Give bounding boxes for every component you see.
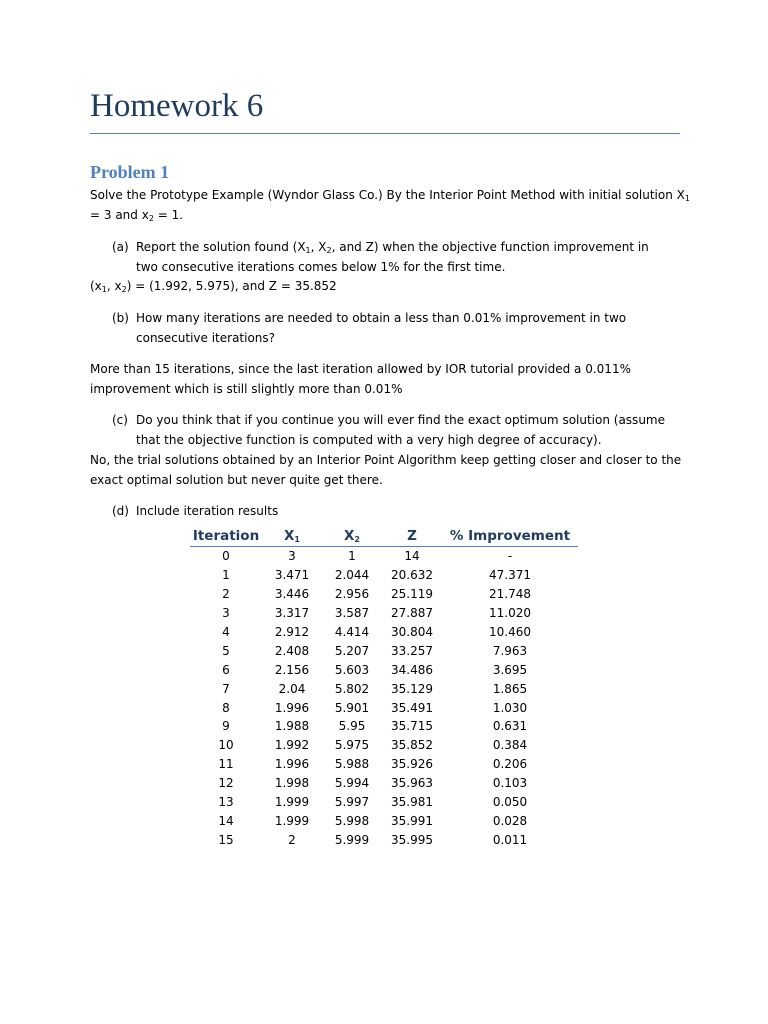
table-row <box>190 679 578 698</box>
cell-x2: 5.603 <box>334 662 370 677</box>
table-row <box>190 604 578 623</box>
table-row <box>190 698 578 717</box>
cell-x1: 3.317 <box>274 606 310 621</box>
header-improvement: % Improvement <box>442 525 578 547</box>
cell-x1: 2 <box>288 832 296 847</box>
cell-x2: 1 <box>348 549 356 564</box>
page-title: Homework 6 <box>90 88 264 124</box>
answer-a: ($x_1$, $x_2) = (1.992$, 5.975), and Z = 35.852 <box>90 279 337 294</box>
cell-z: 35.991 <box>391 813 433 828</box>
cell-iteration: 12 <box>218 776 234 791</box>
question-c-label: (c) <box>112 413 128 427</box>
question-d-label: (d) <box>112 504 129 518</box>
cell-z: 35.926 <box>391 757 433 772</box>
cell-z: 27.887 <box>391 606 433 621</box>
cell-improvement: 7.963 <box>492 643 528 658</box>
cell-x2: 5.802 <box>334 681 370 696</box>
cell-x2: 5.999 <box>334 832 370 847</box>
cell-iteration: 14 <box>218 813 234 828</box>
cell-z: 34.486 <box>391 662 433 677</box>
table-row <box>190 717 578 736</box>
cell-z: 35.995 <box>391 832 433 847</box>
cell-iteration: 4 <box>222 625 230 639</box>
table-row <box>190 660 578 679</box>
table-row <box>190 793 578 812</box>
cell-z: 14 <box>404 549 420 564</box>
table-row <box>190 641 578 660</box>
cell-x1: 1.996 <box>274 757 310 772</box>
question-b-label: (b) <box>112 311 129 325</box>
cell-improvement: 47.371 <box>489 568 531 583</box>
cell-x2: 5.207 <box>334 643 370 658</box>
cell-z: 30.804 <box>391 625 433 639</box>
question-a <box>112 238 672 277</box>
header-iteration: Iteration <box>190 525 262 547</box>
cell-x1: 1.999 <box>274 813 310 828</box>
cell-x1: 1.988 <box>274 719 310 734</box>
cell-improvement: 0.028 <box>492 813 528 828</box>
cell-iteration: 0 <box>222 549 230 564</box>
cell-improvement: 0.206 <box>492 757 528 772</box>
cell-x2: 5.998 <box>334 813 370 828</box>
cell-z: 35.981 <box>391 795 433 810</box>
table-row <box>190 830 578 849</box>
cell-x2: 5.975 <box>334 738 370 753</box>
answer-b: More than 15 iterations, since the last iteration allowed by IOR tutorial provided a 0.011% improvement which is still slightly more than 0.01% <box>90 362 631 396</box>
table-header-row <box>190 525 578 547</box>
cell-improvement: 0.631 <box>492 719 528 734</box>
table-row <box>190 811 578 830</box>
table-row <box>190 736 578 755</box>
cell-x2: 5.997 <box>334 795 370 810</box>
iteration-results-table <box>190 525 578 849</box>
cell-iteration: 11 <box>218 757 234 772</box>
table-row <box>190 547 578 566</box>
cell-iteration: 9 <box>222 719 230 734</box>
cell-x1: 2.04 <box>278 681 306 696</box>
answer-c: No, the trial solutions obtained by an Interior Point Algorithm keep getting closer and closer to the exact optimal solution but never quite get there. <box>90 453 682 487</box>
question-b <box>112 309 672 348</box>
cell-x1: 1.996 <box>274 700 310 715</box>
cell-z: 33.257 <box>391 643 433 658</box>
cell-x2: 5.901 <box>334 700 370 715</box>
cell-x1: 1.992 <box>274 738 310 753</box>
cell-x1: 3.446 <box>274 587 310 602</box>
cell-iteration: 15 <box>218 832 234 847</box>
question-d <box>112 502 672 522</box>
table-row <box>190 755 578 774</box>
table-row <box>190 623 578 642</box>
cell-improvement: 0.050 <box>492 795 528 810</box>
cell-x2: 2.044 <box>334 568 370 583</box>
cell-improvement: 3.695 <box>492 662 528 677</box>
question-d-text: Include iteration results <box>136 504 279 518</box>
header-x2: $X_2$ <box>322 525 382 547</box>
cell-x1: 1.998 <box>274 776 310 791</box>
cell-iteration: 8 <box>222 700 230 715</box>
table-row <box>190 774 578 793</box>
cell-x2: 5.994 <box>334 776 370 791</box>
question-c <box>112 411 672 450</box>
cell-improvement: 0.103 <box>492 776 528 791</box>
cell-iteration: 1 <box>222 568 230 583</box>
cell-iteration: 13 <box>218 795 234 810</box>
table-body <box>190 547 578 850</box>
cell-improvement: 1.865 <box>492 681 528 696</box>
cell-z: 35.963 <box>391 776 433 791</box>
cell-improvement: 21.748 <box>489 587 531 602</box>
cell-z: 35.129 <box>391 681 433 696</box>
problem-heading: Problem 1 <box>90 162 170 182</box>
cell-iteration: 10 <box>218 738 234 753</box>
cell-x1: 2.408 <box>274 643 310 658</box>
cell-x1: 2.156 <box>274 662 310 677</box>
question-b-text: How many iterations are needed to obtain a less than 0.01% improvement in two consecutive iterations? <box>136 311 627 345</box>
title-divider <box>90 133 680 134</box>
cell-z: 35.491 <box>391 700 433 715</box>
header-x1: $X_1$ <box>262 525 322 547</box>
cell-iteration: 3 <box>222 606 230 621</box>
cell-improvement: 0.384 <box>492 738 528 753</box>
cell-iteration: 7 <box>222 681 230 696</box>
cell-improvement: 10.460 <box>489 625 531 639</box>
problem-intro: Solve the Prototype Example (Wyndor Glass Co.) By the Interior Point Method with initial solution $X_1 = 3$ and $x_2 = 1$. <box>90 188 690 223</box>
cell-x2: 2.956 <box>334 587 370 602</box>
cell-z: 35.715 <box>391 719 433 734</box>
cell-x2: 5.988 <box>334 757 370 772</box>
cell-z: 35.852 <box>391 738 433 753</box>
cell-iteration: 6 <box>222 662 230 677</box>
question-c-text: Do you think that if you continue you will ever find the exact optimum solution (assume that the objective function is computed with a very high degree of accuracy). <box>136 413 665 447</box>
cell-x2: 4.414 <box>334 625 370 639</box>
header-z: Z <box>382 525 442 547</box>
cell-x1: 3.471 <box>274 568 310 583</box>
table-row <box>190 566 578 585</box>
cell-improvement: 1.030 <box>492 700 528 715</box>
cell-x1: 2.912 <box>274 625 310 639</box>
table-row <box>190 585 578 604</box>
cell-x1: 1.999 <box>274 795 310 810</box>
cell-z: 25.119 <box>391 587 433 602</box>
question-a-label: (a) <box>112 240 129 254</box>
cell-improvement: 11.020 <box>489 606 531 621</box>
cell-z: 20.632 <box>391 568 433 583</box>
cell-x2: 5.95 <box>338 719 366 734</box>
cell-x1: 3 <box>288 549 296 564</box>
cell-x2: 3.587 <box>334 606 370 621</box>
cell-iteration: 2 <box>222 587 230 602</box>
cell-improvement: - <box>507 549 513 564</box>
question-a-text: Report the solution found ($X_1$, $X_2$, and Z) when the objective function improvement in two consecutive iterations comes below 1% for the first time. <box>136 240 649 274</box>
cell-improvement: 0.011 <box>492 832 528 847</box>
cell-iteration: 5 <box>222 643 230 658</box>
